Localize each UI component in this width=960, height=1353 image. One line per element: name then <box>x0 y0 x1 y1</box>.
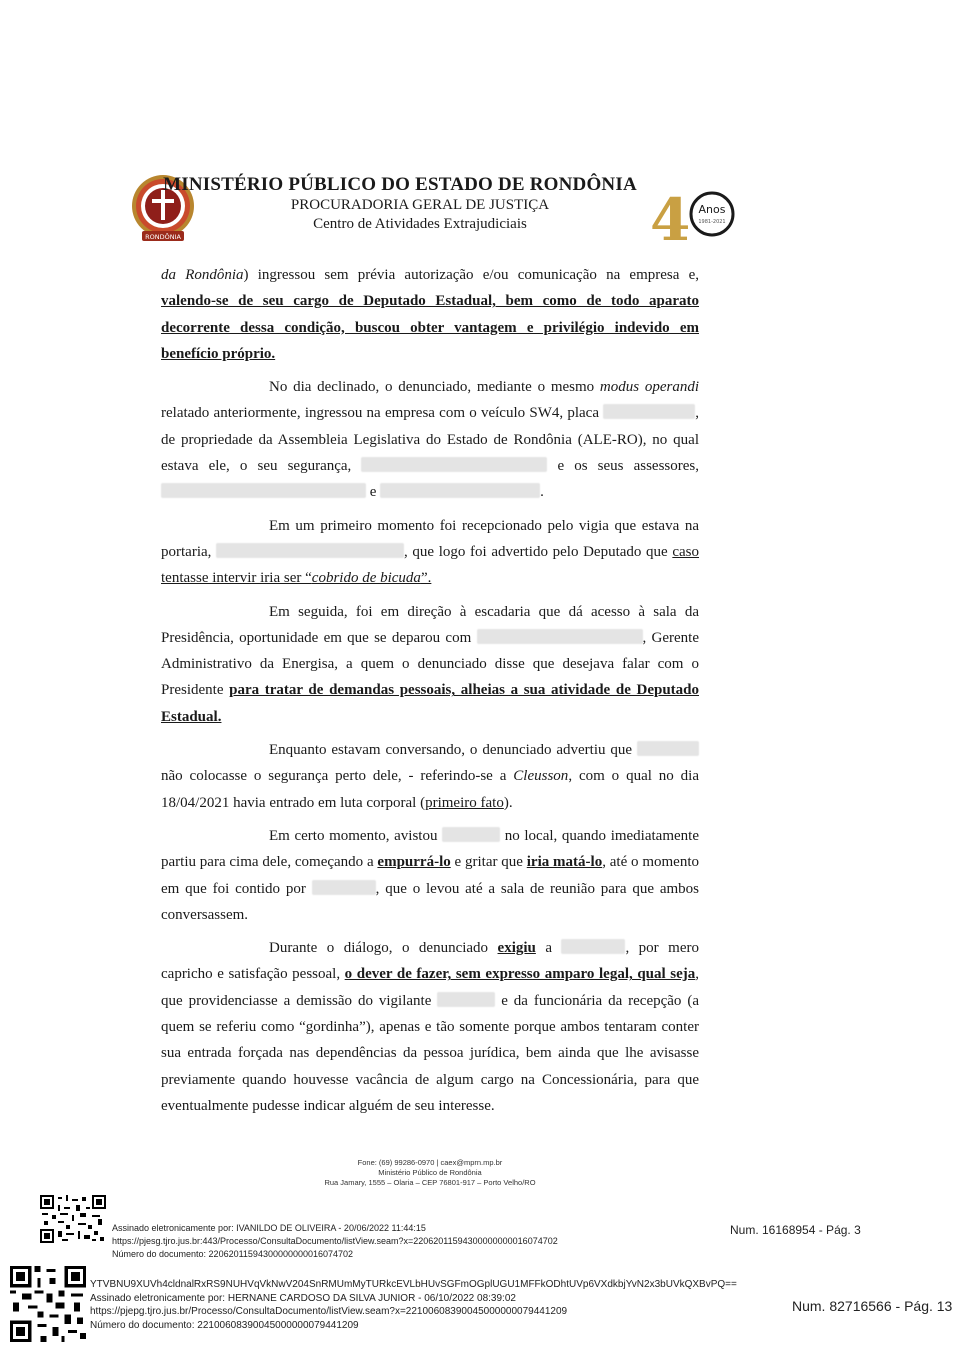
svg-text:4: 4 <box>650 186 691 250</box>
redacted-name <box>442 827 500 842</box>
anniversary-label: Anos <box>698 203 726 216</box>
redacted-name <box>216 543 404 558</box>
document-body <box>161 262 699 1126</box>
signature-1-lines <box>112 1222 558 1261</box>
paragraph-7: Durante o diálogo, o denunciado exigiu a , por mero capricho e satisfação pessoal, o dever de fazer, sem expresso amparo legal, qual seja, que providenciasse a demissão do vigilante e da funcionária da recepção (a quem se referiu como “gordinha”), apenas e tão somente porque ambos tentaram conter sua entrada forçada nas dependências da pessoa jurídica, bem ainda que lhe avisasse previamente quando houvesse vacância de algum cargo na Concessionária, para que eventualmente pudesse indicar alguém de seu interesse. <box>161 940 700 1114</box>
signature-block-2 <box>10 1266 960 1346</box>
paragraph-3: Em um primeiro momento foi recepcionado pelo vigia que estava na portaria, , que logo foi advertido pelo Deputado que caso tentasse intervir iria ser “cobrido de bicuda”. <box>161 517 699 587</box>
signature-2-url[interactable]: https://pjepg.tjro.jus.br/Processo/ConsultaDocumento/listView.seam?x=22100608390045000000079441209 <box>90 1306 568 1317</box>
letterhead <box>0 170 960 250</box>
signer-2: Assinado eletronicamente por: HERNANE CARDOSO DA SILVA JUNIOR - 06/10/2022 08:39:02 <box>90 1292 516 1304</box>
redacted-name <box>161 483 366 498</box>
signature-block-1 <box>40 1195 920 1265</box>
signature-2-num-page: Num. 82716566 - Pág. 13 <box>792 1298 953 1314</box>
footer-contact: Fone: (69) 99286-0970 | caex@mprn.mp.br <box>357 1158 503 1167</box>
signature-1-doc-number: Número do documento: 22062011594300000000016074702 <box>112 1249 354 1259</box>
redacted-name <box>477 629 643 644</box>
redacted-name <box>380 483 540 498</box>
procuradoria-title: PROCURADORIA GERAL DE JUSTIÇA <box>290 197 550 213</box>
ministry-title: MINISTÉRIO PÚBLICO DO ESTADO DE RONDÔNIA <box>163 174 637 195</box>
footer-org: Ministério Público de Rondônia <box>378 1168 482 1177</box>
redacted-name <box>361 457 547 472</box>
paragraph-4: Em seguida, foi em direção à escadaria que dá acesso à sala da Presidência, oportunidade em que se deparou com , Gerente Administrativo da Energisa, a quem o denunciado disse que desejava falar com o Presidente para tratar de demandas pessoais, alheias a sua atividade de Deputado Estadual. <box>161 603 699 725</box>
paragraph-6: Em certo momento, avistou no local, quando imediatamente partiu para cima dele, começando a empurrá-lo e gritar que iria matá-lo, até o momento em que foi contido por , que o levou até a sala de reunião para que ambos conversassem. <box>161 827 699 923</box>
40-years-logo-icon <box>648 178 738 250</box>
redacted-name <box>561 939 625 954</box>
signature-2-lines <box>90 1278 737 1332</box>
redacted-plate <box>603 404 695 419</box>
page-footer <box>0 1158 860 1188</box>
redacted-name <box>637 741 699 756</box>
signature-2-hash: YTVBNU9XUVh4cldnalRxRS9NUHVqVkNwV204SnRMUmMyTURkcEVLbHUvSGFmOGplUGU1MFFkODhtUVp6VXdkbjYvN2x3bUVkQXBvPQ== <box>90 1279 737 1290</box>
redacted-name <box>437 992 495 1007</box>
signature-1-num-page: Num. 16168954 - Pág. 3 <box>730 1223 861 1237</box>
qr-code-icon <box>10 1266 86 1342</box>
paragraph-1: da Rondônia) ingressou sem prévia autorização e/ou comunicação na empresa e, valendo-se de seu cargo de Deputado Estadual, bem como de todo aparato decorrente dessa condição, buscou obter vantagem e privilégio indevido em benefício próprio. <box>161 267 699 362</box>
anniversary-years: 1981-2021 <box>698 219 726 225</box>
signature-2-doc-number: Número do documento: 22100608390045000000079441209 <box>90 1319 359 1331</box>
footer-address: Rua Jamary, 1555 – Olaria – CEP 76801-917 – Porto Velho/RO <box>324 1178 536 1187</box>
qr-code-icon <box>40 1195 106 1243</box>
paragraph-2: No dia declinado, o denunciado, mediante o mesmo modus operandi relatado anteriormente, ingressou na empresa com o veículo SW4, placa , de propriedade da Assembleia Legislativa do Estado de Rondônia (ALE-RO), no qual estava ele, o seu segurança, e os seus assessores, e . <box>161 379 699 501</box>
paragraph-5: Enquanto estavam conversando, o denunciado advertiu que não colocasse o segurança perto dele, - referindo-se a Cleusson, com o qual no dia 18/04/2021 havia entrado em luta corporal (primeiro fato). <box>161 742 699 811</box>
signer-1: Assinado eletronicamente por: IVANILDO DE OLIVEIRA - 20/06/2022 11:44:15 <box>112 1223 426 1233</box>
signature-1-url[interactable]: https://pjesg.tjro.jus.br:443/Processo/ConsultaDocumento/listView.seam?x=22062011594300000000016074702 <box>112 1236 558 1246</box>
seal-label: RONDÔNIA <box>145 233 181 241</box>
redacted-name <box>312 880 376 895</box>
center-title: Centro de Atividades Extrajudiciais <box>313 216 527 232</box>
